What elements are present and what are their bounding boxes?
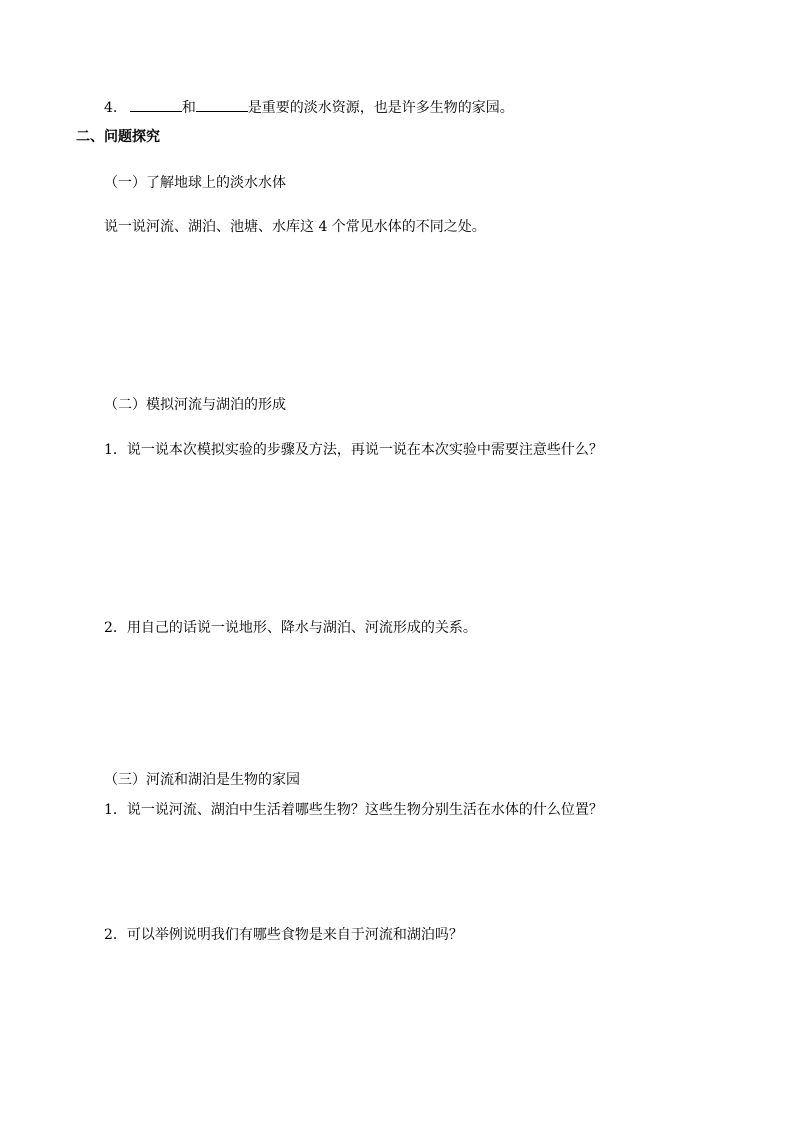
question-food-sources: 2．可以举例说明我们有哪些食物是来自于河流和湖泊吗？: [104, 927, 463, 943]
question-experiment-steps: 1．说一说本次模拟实验的步骤及方法，再说一说在本次实验中需要注意些什么？: [104, 442, 603, 458]
question-4-text: 是重要的淡水资源，也是许多生物的家园。: [247, 100, 514, 116]
question-4: [104, 97, 514, 118]
question-landform-relation: 2．用自己的话说一说地形、降水与湖泊、河流形成的关系。: [104, 620, 477, 636]
subsection-title-1: （一）了解地球上的淡水水体: [104, 175, 286, 191]
question-4-number: 4.: [104, 100, 118, 116]
prompt-water-bodies: 说一说河流、湖泊、池塘、水库这 4 个常见水体的不同之处。: [104, 219, 486, 235]
question-4-connector: 和: [181, 100, 196, 116]
subsection-title-3: （三）河流和湖泊是生物的家园: [104, 772, 300, 788]
subsection-title-2: （二）模拟河流与湖泊的形成: [104, 397, 286, 413]
answer-blank-2[interactable]: [196, 97, 248, 112]
answer-blank-1[interactable]: [130, 97, 182, 112]
section-heading: 二、问题探究: [76, 129, 160, 145]
question-organisms: 1．说一说河流、湖泊中生活着哪些生物？这些生物分别生活在水体的什么位置？: [104, 802, 603, 818]
